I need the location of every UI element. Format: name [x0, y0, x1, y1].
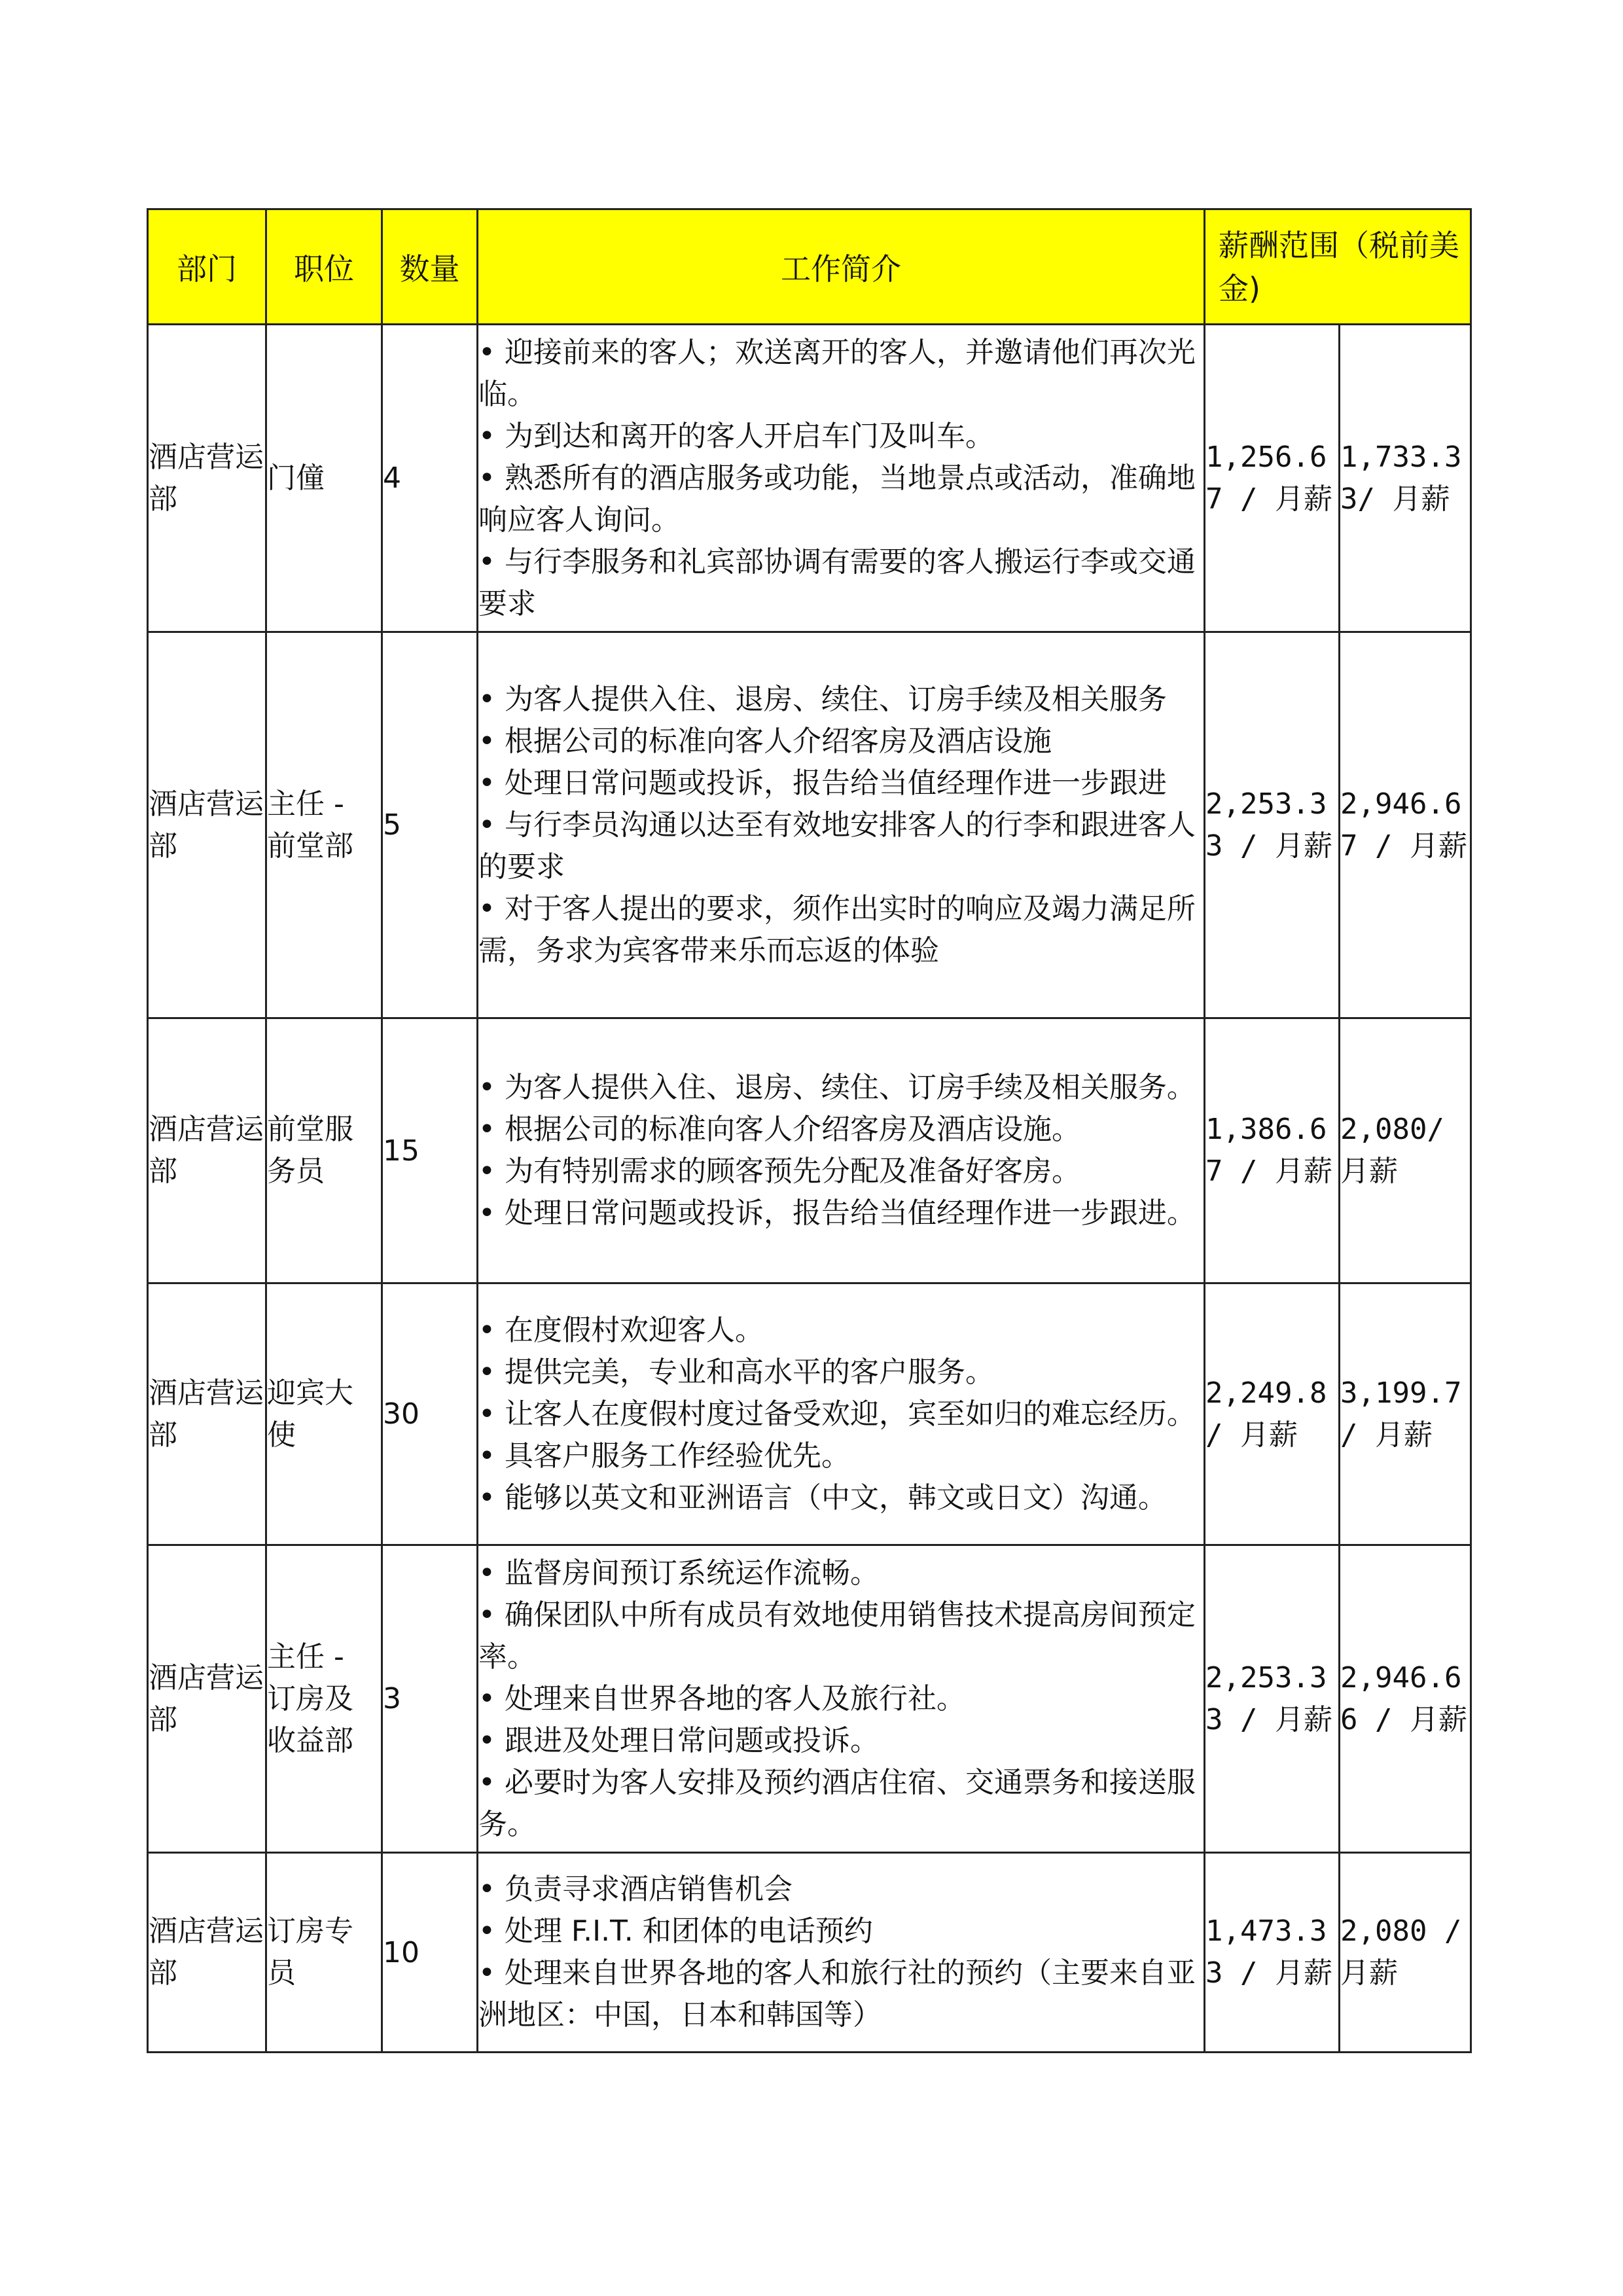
duty-line: • 对于客人提出的要求，须作出实时的响应及竭力满足所需，务求为宾客带来乐而忘返的体验	[478, 891, 1196, 967]
duty-line: • 监督房间预订系统运作流畅。	[478, 1556, 879, 1590]
table-row	[148, 1283, 1471, 1545]
header-salary: 薪酬范围（税前美金)	[1205, 209, 1471, 325]
salary-min-cell: 2,253.33 / 月薪	[1205, 1545, 1340, 1853]
description-cell	[478, 1853, 1205, 2053]
quantity-cell: 4	[382, 325, 478, 632]
duty-line: • 让客人在度假村度过备受欢迎，宾至如归的难忘经历。	[478, 1397, 1196, 1431]
department-cell: 酒店营运部	[148, 1545, 266, 1853]
department-cell: 酒店营运部	[148, 1853, 266, 2053]
duty-line: • 熟悉所有的酒店服务或功能，当地景点或活动，准确地响应客人询问。	[478, 461, 1196, 537]
salary-min-cell: 1,386.67 / 月薪	[1205, 1018, 1340, 1283]
position-cell: 主任 - 前堂部	[266, 632, 382, 1018]
department-cell: 酒店营运部	[148, 1283, 266, 1545]
job-table	[147, 208, 1472, 2053]
quantity-cell: 3	[382, 1545, 478, 1853]
duty-line: • 确保团队中所有成员有效地使用销售技术提高房间预定率。	[478, 1598, 1196, 1674]
salary-max-cell: 2,946.66 / 月薪	[1340, 1545, 1471, 1853]
salary-max-cell: 2,080 / 月薪	[1340, 1853, 1471, 2053]
table-row	[148, 1018, 1471, 1283]
position-cell: 迎宾大使	[266, 1283, 382, 1545]
duty-line: • 负责寻求酒店销售机会	[478, 1873, 793, 1906]
salary-max-cell: 2,946.67 / 月薪	[1340, 632, 1471, 1018]
duty-line: • 与行李员沟通以达至有效地安排客人的行李和跟进客人的要求	[478, 808, 1196, 884]
table-row	[148, 1853, 1471, 2053]
salary-max-cell: 3,199.7 / 月薪	[1340, 1283, 1471, 1545]
position-cell: 订房专员	[266, 1853, 382, 2053]
description-cell	[478, 632, 1205, 1018]
duty-line: • 处理日常问题或投诉，报告给当值经理作进一步跟进。	[478, 1196, 1196, 1230]
quantity-cell: 30	[382, 1283, 478, 1545]
table-row	[148, 632, 1471, 1018]
duty-line: • 为到达和离开的客人开启车门及叫车。	[478, 419, 994, 453]
position-cell: 门僮	[266, 325, 382, 632]
salary-min-cell: 2,253.33 / 月薪	[1205, 632, 1340, 1018]
duty-line: • 跟进及处理日常问题或投诉。	[478, 1723, 879, 1757]
position-cell: 前堂服务员	[266, 1018, 382, 1283]
duty-line: • 能够以英文和亚洲语言（中文，韩文或日文）沟通。	[478, 1480, 1167, 1515]
department-cell: 酒店营运部	[148, 632, 266, 1018]
duty-line: • 具客户服务工作经验优先。	[478, 1439, 850, 1473]
header-description: 工作简介	[478, 209, 1205, 325]
duty-line: • 迎接前来的客人；欢送离开的客人，并邀请他们再次光临。	[478, 335, 1196, 411]
duty-line: • 在度假村欢迎客人。	[478, 1313, 764, 1347]
header-department: 部门	[148, 209, 266, 325]
department-cell: 酒店营运部	[148, 325, 266, 632]
duty-line: • 必要时为客人安排及预约酒店住宿、交通票务和接送服务。	[478, 1765, 1196, 1841]
duty-line: • 为有特别需求的顾客预先分配及准备好客房。	[478, 1155, 1080, 1188]
duty-line: • 处理来自世界各地的客人和旅行社的预约（主要来自亚洲地区：中国，日本和韩国等）	[478, 1956, 1196, 2032]
duty-line: • 处理来自世界各地的客人及旅行社。	[478, 1681, 965, 1715]
quantity-cell: 15	[382, 1018, 478, 1283]
duty-line: • 处理 F.I.T. 和团体的电话预约	[478, 1914, 873, 1948]
salary-min-cell: 1,473.33 / 月薪	[1205, 1853, 1340, 2053]
duty-line: • 根据公司的标准向客人介绍客房及酒店设施。	[478, 1113, 1080, 1146]
duty-line: • 为客人提供入住、退房、续住、订房手续及相关服务	[478, 682, 1167, 716]
description-cell	[478, 1283, 1205, 1545]
table-header-row	[148, 209, 1471, 325]
header-position: 职位	[266, 209, 382, 325]
position-cell: 主任 - 订房及收益部	[266, 1545, 382, 1853]
table-row	[148, 1545, 1471, 1853]
salary-min-cell: 1,256.67 / 月薪	[1205, 325, 1340, 632]
quantity-cell: 5	[382, 632, 478, 1018]
duty-line: • 根据公司的标准向客人介绍客房及酒店设施	[478, 724, 1052, 758]
description-cell	[478, 1545, 1205, 1853]
department-cell: 酒店营运部	[148, 1018, 266, 1283]
duty-line: • 与行李服务和礼宾部协调有需要的客人搬运行李或交通要求	[478, 545, 1196, 620]
salary-max-cell: 2,080/ 月薪	[1340, 1018, 1471, 1283]
header-quantity: 数量	[382, 209, 478, 325]
salary-min-cell: 2,249.8 / 月薪	[1205, 1283, 1340, 1545]
duty-line: • 处理日常问题或投诉，报告给当值经理作进一步跟进	[478, 766, 1167, 800]
salary-max-cell: 1,733.33/ 月薪	[1340, 325, 1471, 632]
description-cell	[478, 325, 1205, 632]
table-row	[148, 325, 1471, 632]
description-cell	[478, 1018, 1205, 1283]
duty-line: • 提供完美，专业和高水平的客户服务。	[478, 1355, 994, 1389]
duty-line: • 为客人提供入住、退房、续住、订房手续及相关服务。	[478, 1071, 1196, 1104]
quantity-cell: 10	[382, 1853, 478, 2053]
